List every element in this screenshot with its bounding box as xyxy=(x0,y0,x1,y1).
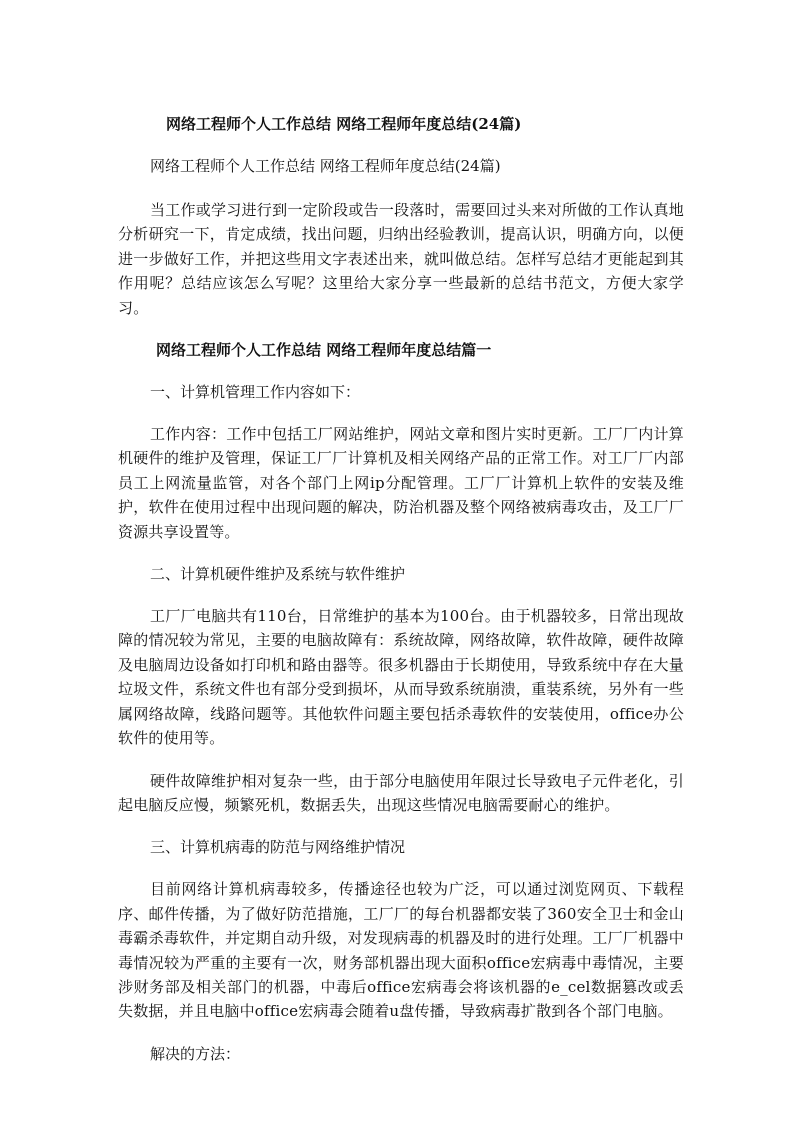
item-2-paragraph-1: 工厂厂电脑共有110台，日常维护的基本为100台。由于机器较多，日常出现故障的情况较为常见，主要的电脑故障有：系统故障，网络故障，软件故障，硬件故障及电脑周边设备如打印机和路由器等。很多机器由于长期使用，导致系统中存在大量垃圾文件，系统文件也有部分受到损坏，从而导致系统崩溃，重装系统，另外有一些属网络故障，线路问题等。其他软件问题主要包括杀毒软件的安装使用，office办公软件的使用等。 xyxy=(118,607,684,748)
item-heading-2: 二、计算机硬件维护及系统与软件维护 xyxy=(150,565,406,584)
document-body xyxy=(118,112,684,1084)
section-heading-1: 网络工程师个人工作总结 网络工程师年度总结篇一 xyxy=(156,341,492,360)
document-title: 网络工程师个人工作总结 网络工程师年度总结(24篇) xyxy=(166,115,522,133)
item-1-paragraph: 工作内容：工作中包括工厂网站维护，网站文章和图片实时更新。工厂厂内计算机硬件的维护及管理，保证工厂厂计算机及相关网络产品的正常工作。对工厂厂内部员工上网流量监管，对各个部门上网ip分配管理。工厂厂计算机上软件的安装及维护，软件在使用过程中出现问题的解决，防治机器及整个网络被病毒攻击，及工厂厂资源共享设置等。 xyxy=(118,425,684,541)
item-3-paragraph: 目前网络计算机病毒较多，传播途径也较为广泛，可以通过浏览网页、下载程序、邮件传播，为了做好防范措施，工厂厂的每台机器都安装了360安全卫士和金山毒霸杀毒软件，并定期自动升级，对发现病毒的机器及时的进行处理。工厂厂机器中毒情况较为严重的主要有一次，财务部机器出现大面积office宏病毒中毒情况，主要涉财务部及相关部门的机器，中毒后office宏病毒会将该机器的e_cel数据篡改或丢失数据，并且电脑中office宏病毒会随着u盘传播，导致病毒扩散到各个部门电脑。 xyxy=(118,880,684,1021)
intro-paragraph: 当工作或学习进行到一定阶段或告一段落时，需要回过头来对所做的工作认真地分析研究一下，肯定成绩，找出问题，归纳出经验教训，提高认识，明确方向，以便进一步做好工作，并把这些用文字表述出来，就叫做总结。怎样写总结才更能起到其作用呢？总结应该怎么写呢？这里给大家分享一些最新的总结书范文，方便大家学习。 xyxy=(118,201,684,317)
item-heading-1: 一、计算机管理工作内容如下： xyxy=(150,383,361,402)
solution-heading: 解决的方法： xyxy=(150,1044,241,1063)
item-2-paragraph-2: 硬件故障维护相对复杂一些，由于部分电脑使用年限过长导致电子元件老化，引起电脑反应慢，频繁死机，数据丢失，出现这些情况电脑需要耐心的维护。 xyxy=(118,771,684,814)
document-subtitle: 网络工程师个人工作总结 网络工程师年度总结(24篇) xyxy=(150,157,501,175)
item-heading-3: 三、计算机病毒的防范与网络维护情况 xyxy=(150,838,406,857)
